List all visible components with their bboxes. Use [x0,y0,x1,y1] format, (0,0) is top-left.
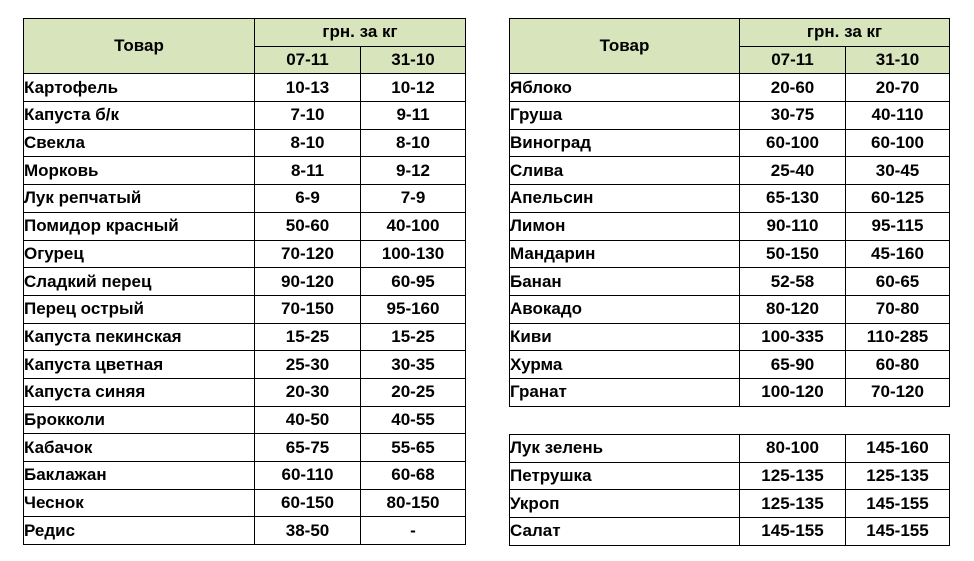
price-date1-cell: 60-150 [255,489,361,517]
table-row [24,102,466,130]
product-name-cell: Кабачок [24,434,255,462]
table-row [510,102,950,130]
table-row [24,517,466,545]
table-row [510,351,950,379]
price-date2-cell: 145-155 [846,518,950,546]
price-date2-cell: - [361,517,466,545]
table-row [510,295,950,323]
product-name-cell: Капуста б/к [24,102,255,130]
header-row [510,19,950,47]
product-name-cell: Капуста пекинская [24,323,255,351]
price-date2-cell: 70-120 [846,378,950,406]
product-name-cell: Брокколи [24,406,255,434]
product-name-cell: Свекла [24,129,255,157]
product-name-cell: Груша [510,102,740,130]
price-date2-cell: 10-12 [361,74,466,102]
price-date2-cell: 145-160 [846,435,950,463]
price-date1-cell: 8-10 [255,129,361,157]
table-row [24,351,466,379]
price-date1-cell: 145-155 [740,518,846,546]
table-row [24,74,466,102]
price-date2-cell: 55-65 [361,434,466,462]
product-name-cell: Баклажан [24,462,255,490]
price-date2-cell: 8-10 [361,129,466,157]
table-row [510,74,950,102]
product-name-cell: Огурец [24,240,255,268]
price-date2-cell: 20-25 [361,378,466,406]
price-date2-cell: 110-285 [846,323,950,351]
table-row [24,212,466,240]
product-name-cell: Лимон [510,212,740,240]
greens-rows [510,435,950,546]
product-name-cell: Мандарин [510,240,740,268]
date1-column-header: 07-11 [255,46,361,74]
price-date1-cell: 60-100 [740,129,846,157]
price-date2-cell: 95-160 [361,295,466,323]
product-name-cell: Киви [510,323,740,351]
product-name-cell: Банан [510,268,740,296]
price-date1-cell: 125-135 [740,490,846,518]
product-name-cell: Перец острый [24,295,255,323]
price-date1-cell: 125-135 [740,462,846,490]
price-date2-cell: 9-12 [361,157,466,185]
table-row [510,129,950,157]
price-date1-cell: 15-25 [255,323,361,351]
table-row [24,268,466,296]
price-date1-cell: 52-58 [740,268,846,296]
price-date2-cell: 80-150 [361,489,466,517]
price-date1-cell: 65-130 [740,185,846,213]
price-date2-cell: 7-9 [361,185,466,213]
product-name-cell: Морковь [24,157,255,185]
price-date2-cell: 60-65 [846,268,950,296]
product-name-cell: Лук репчатый [24,185,255,213]
price-date1-cell: 40-50 [255,406,361,434]
table-row [24,434,466,462]
table-row [24,378,466,406]
price-date2-cell: 20-70 [846,74,950,102]
product-name-cell: Салат [510,518,740,546]
price-date1-cell: 6-9 [255,185,361,213]
table-row [510,378,950,406]
price-date2-cell: 40-100 [361,212,466,240]
product-name-cell: Помидор красный [24,212,255,240]
table-row [24,489,466,517]
table-row [510,212,950,240]
price-date2-cell: 9-11 [361,102,466,130]
price-date2-cell: 95-115 [846,212,950,240]
vegetables-price-table [23,18,466,545]
date2-column-header: 31-10 [361,46,466,74]
table-row [24,406,466,434]
table-row [24,129,466,157]
product-name-cell: Лук зелень [510,435,740,463]
price-date1-cell: 7-10 [255,102,361,130]
price-date1-cell: 38-50 [255,517,361,545]
price-date2-cell: 60-80 [846,351,950,379]
price-date1-cell: 100-335 [740,323,846,351]
product-name-cell: Капуста синяя [24,378,255,406]
unit-column-header: грн. за кг [255,19,466,47]
product-name-cell: Редис [24,517,255,545]
table-row [510,323,950,351]
price-date1-cell: 80-100 [740,435,846,463]
vegetables-rows [24,74,466,545]
price-date1-cell: 10-13 [255,74,361,102]
price-date1-cell: 8-11 [255,157,361,185]
price-date1-cell: 70-120 [255,240,361,268]
price-date1-cell: 60-110 [255,462,361,490]
greens-price-table [509,434,950,546]
product-name-cell: Укроп [510,490,740,518]
table-row [24,323,466,351]
price-date1-cell: 30-75 [740,102,846,130]
product-name-cell: Сладкий перец [24,268,255,296]
product-name-cell: Виноград [510,129,740,157]
product-name-cell: Слива [510,157,740,185]
price-date1-cell: 25-30 [255,351,361,379]
price-date2-cell: 100-130 [361,240,466,268]
price-date1-cell: 65-75 [255,434,361,462]
header-row [24,19,466,47]
table-row [510,240,950,268]
price-date1-cell: 50-60 [255,212,361,240]
table-row [510,435,950,463]
table-row [24,157,466,185]
date1-column-header: 07-11 [740,46,846,74]
price-date2-cell: 145-155 [846,490,950,518]
price-date2-cell: 60-95 [361,268,466,296]
product-name-cell: Капуста цветная [24,351,255,379]
price-date2-cell: 60-100 [846,129,950,157]
fruits-price-table [509,18,950,407]
product-name-cell: Картофель [24,74,255,102]
product-name-cell: Петрушка [510,462,740,490]
table-row [510,268,950,296]
price-date2-cell: 45-160 [846,240,950,268]
price-date1-cell: 70-150 [255,295,361,323]
price-date1-cell: 20-60 [740,74,846,102]
price-date2-cell: 30-45 [846,157,950,185]
price-date1-cell: 20-30 [255,378,361,406]
table-row [510,462,950,490]
product-name-cell: Авокадо [510,295,740,323]
table-row [24,240,466,268]
price-date2-cell: 40-110 [846,102,950,130]
price-date1-cell: 65-90 [740,351,846,379]
price-date2-cell: 15-25 [361,323,466,351]
fruits-rows [510,74,950,406]
price-date1-cell: 90-110 [740,212,846,240]
goods-column-header: Товар [24,19,255,74]
product-name-cell: Апельсин [510,185,740,213]
product-name-cell: Хурма [510,351,740,379]
price-date2-cell: 125-135 [846,462,950,490]
price-date2-cell: 40-55 [361,406,466,434]
table-row [24,295,466,323]
price-date2-cell: 70-80 [846,295,950,323]
price-date1-cell: 100-120 [740,378,846,406]
table-row [510,518,950,546]
product-name-cell: Яблоко [510,74,740,102]
price-date2-cell: 30-35 [361,351,466,379]
table-row [510,157,950,185]
unit-column-header: грн. за кг [740,19,950,47]
goods-column-header: Товар [510,19,740,74]
price-date1-cell: 90-120 [255,268,361,296]
date2-column-header: 31-10 [846,46,950,74]
price-date2-cell: 60-125 [846,185,950,213]
table-row [510,185,950,213]
price-date1-cell: 80-120 [740,295,846,323]
product-name-cell: Гранат [510,378,740,406]
table-row [24,462,466,490]
product-name-cell: Чеснок [24,489,255,517]
price-date2-cell: 60-68 [361,462,466,490]
price-date1-cell: 25-40 [740,157,846,185]
price-date1-cell: 50-150 [740,240,846,268]
table-row [24,185,466,213]
table-row [510,490,950,518]
